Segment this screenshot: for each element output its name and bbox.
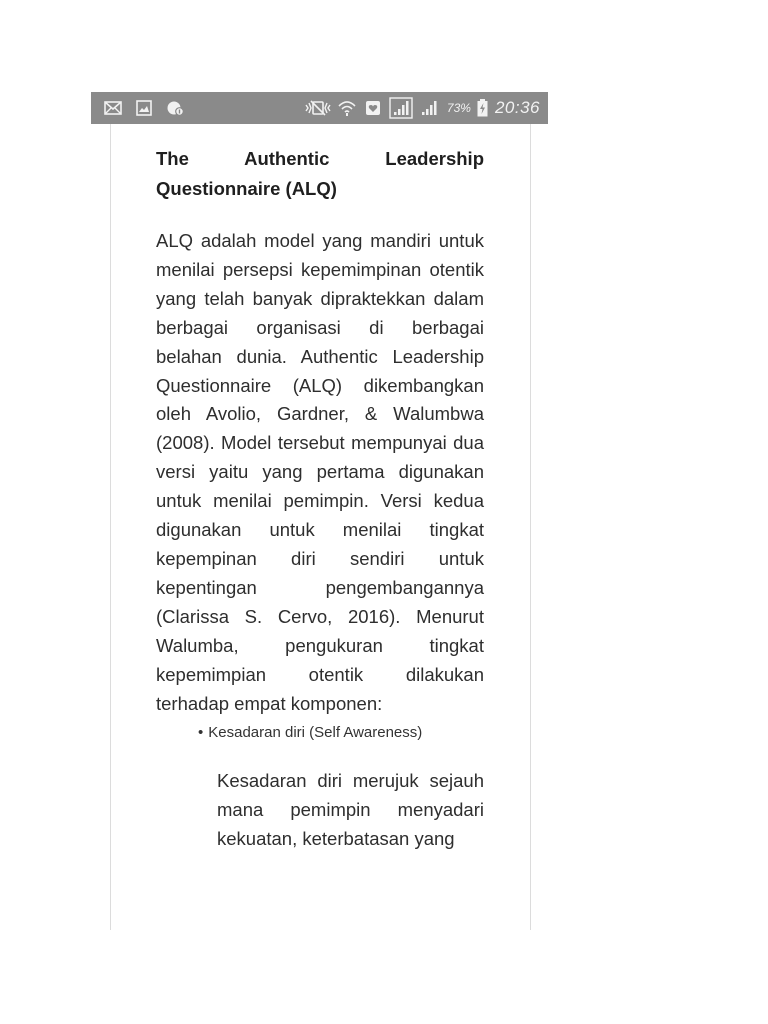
bullet-marker: • [198, 724, 204, 742]
vibrate-mute-icon [305, 98, 331, 118]
bullet-item [198, 722, 484, 744]
email-icon [103, 98, 123, 118]
clock-time: 20:36 [494, 98, 540, 117]
bullet-text: Kesadaran diri (Self Awareness) [208, 724, 423, 742]
signal-icon [389, 98, 413, 118]
bullet-description: Kesadaran diri merujuk sejauh mana pemimpin menyadari kekuatan, keterbatasan yang [217, 770, 484, 850]
notification-icon [165, 98, 185, 118]
status-bar-right [305, 92, 540, 124]
article-paragraph: ALQ adalah model yang mandiri untuk menilai persepsi kepemimpinan otentik yang telah banyak dipraktekkan dalam berbagai organisasi di berbagai belahan dunia. Authentic Leadership Questionnaire (ALQ) dikembangkan oleh Avolio, Gardner, & Walumbwa (2008). Model tersebut mempunyai dua versi yaitu yang pertama digunakan untuk menilai pemimpin. Versi kedua digunakan untuk menilai tingkat kepempinan diri sendiri untuk kepentingan pengembangannya (Clarissa S. Cervo, 2016). Menurut Walumba, pengukuran tingkat kepemimpian otentik dilakukan terhadap empat komponen: [156, 230, 484, 714]
article-title: The Authentic Leadership Questionnaire (ALQ) [156, 148, 484, 199]
heart-icon [363, 98, 383, 118]
status-bar-left [103, 92, 185, 124]
article-content [156, 144, 484, 854]
wifi-icon [337, 98, 357, 118]
signal-icon [419, 98, 441, 118]
image-icon [134, 98, 154, 118]
battery-percent: 73% [446, 101, 471, 115]
article-screen [110, 124, 531, 930]
status-bar [91, 92, 548, 124]
battery-charging-icon [477, 98, 489, 118]
